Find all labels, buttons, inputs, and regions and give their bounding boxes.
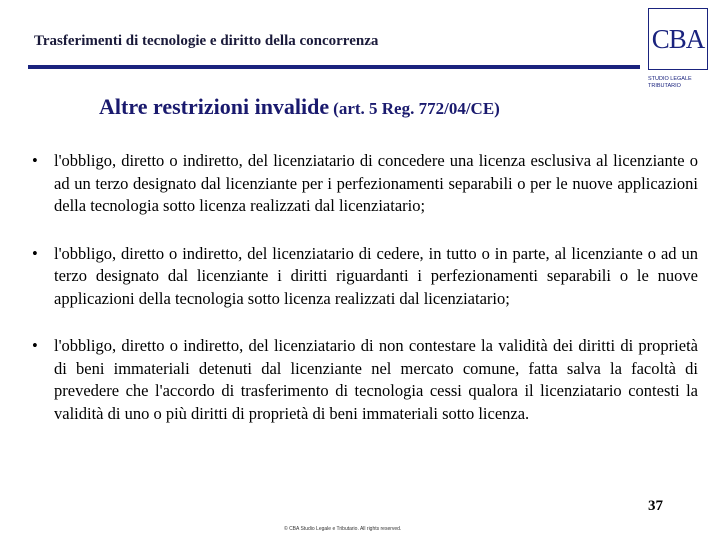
bullet-item: • l'obbligo, diretto o indiretto, del licenziatario di concedere una licenza esclusiva al licenziante o ad un terzo designato dal licenziante per i perfezionamenti separabili o per le nuove applicazioni della tecnologia sotto licenza realizzati dal licenziatario;: [30, 150, 698, 218]
slide-title-main: Altre restrizioni invalide: [99, 94, 330, 119]
header-divider: [28, 65, 640, 69]
bullet-item: • l'obbligo, diretto o indiretto, del licenziatario di non contestare la validità dei diritti di proprietà di beni immateriali detenuti dal licenziante nel mercato comune, fatta salva la facoltà di prevedere che l'accordo di trasferimento di tecnologia cessi qualora il licenziatario contesti la validità di uno o più diritti di proprietà di beni immateriali sotto licenza.: [30, 335, 698, 425]
bullet-item: • l'obbligo, diretto o indiretto, del licenziatario di cedere, in tutto o in parte, al licenziante o ad un terzo designato dal licenziante i diritti riguardanti i perfezionamenti separabili o le nuove applicazioni della tecnologia sotto licenza realizzati dal licenziatario;: [30, 243, 698, 311]
logo-subtitle: STUDIO LEGALE TRIBUTARIO: [648, 76, 692, 89]
page-number: 37: [648, 498, 663, 514]
footer-copyright: © CBA Studio Legale e Tributario. All rights reserved.: [284, 526, 402, 532]
bullet-list: [30, 150, 698, 425]
slide-title-reference: (art. 5 Reg. 772/04/CE): [333, 99, 500, 118]
logo-text: CBA: [651, 23, 705, 54]
slide-title: [99, 94, 500, 120]
header-title: Trasferimenti di tecnologie e diritto della concorrenza: [34, 33, 379, 49]
cba-logo: [646, 6, 714, 94]
logo-box: [648, 8, 708, 70]
